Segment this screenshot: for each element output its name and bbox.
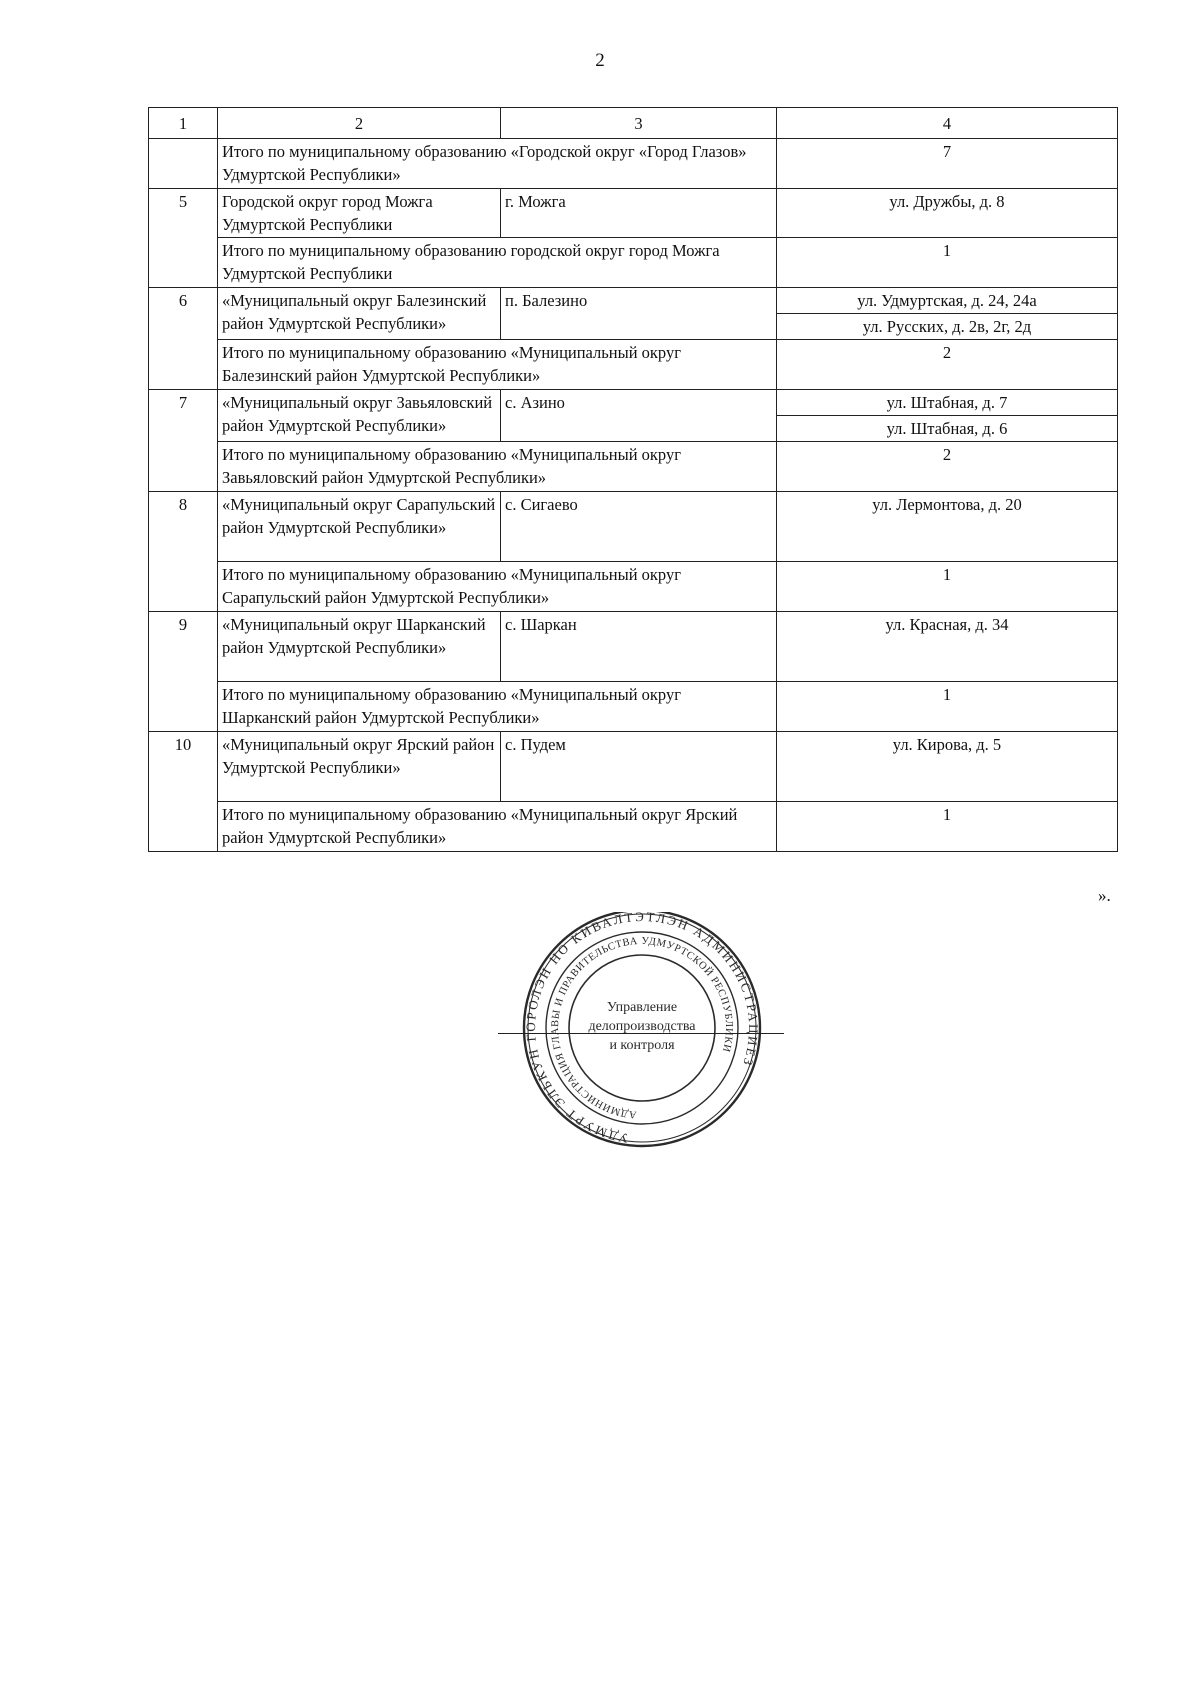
- total-label-cell: Итого по муниципальному образованию «Муниципальный округ Сарапульский район Удмуртской Республики»: [218, 562, 777, 612]
- entry-row: [149, 390, 1118, 416]
- address-cell: ул. Лермонтова, д. 20: [777, 492, 1118, 562]
- seal-inner-text: АДМИНИСТРАЦИЯ ГЛАВЫ И ПРАВИТЕЛЬСТВА УДМУРТСКОЙ РЕСПУБЛИКИ: [549, 935, 735, 1120]
- settlement-cell: с. Шаркан: [501, 612, 777, 682]
- signature-line: [498, 1033, 784, 1034]
- total-label-cell: Итого по муниципальному образованию «Муниципальный округ Ярский район Удмуртской Республики»: [218, 802, 777, 852]
- row-number-cell: 10: [149, 732, 218, 852]
- settlement-cell: г. Можга: [501, 189, 777, 238]
- total-label-cell: Итого по муниципальному образованию «Муниципальный округ Завьяловский район Удмуртской Республики»: [218, 442, 777, 492]
- address-cell: ул. Дружбы, д. 8: [777, 189, 1118, 238]
- settlement-cell: п. Балезино: [501, 288, 777, 340]
- table-header-row: [149, 108, 1118, 139]
- total-label-cell: Итого по муниципальному образованию «Муниципальный округ Шарканский район Удмуртской Республики»: [218, 682, 777, 732]
- municipality-cell: «Муниципальный округ Завьяловский район Удмуртской Республики»: [218, 390, 501, 442]
- entry-row: [149, 288, 1118, 314]
- municipality-cell: «Муниципальный округ Шарканский район Удмуртской Республики»: [218, 612, 501, 682]
- closing-quote: ».: [1098, 886, 1111, 905]
- total-row: [149, 442, 1118, 492]
- address-cell: ул. Кирова, д. 5: [777, 732, 1118, 802]
- total-row: [149, 682, 1118, 732]
- total-count-cell: 1: [777, 562, 1118, 612]
- municipality-cell: Городской округ город Можга Удмуртской Республики: [218, 189, 501, 238]
- row-number-cell: 7: [149, 390, 218, 492]
- row-number-cell: 8: [149, 492, 218, 612]
- row-number-cell: 9: [149, 612, 218, 732]
- seal-center-line-3: и контроля: [609, 1038, 675, 1053]
- total-row: [149, 802, 1118, 852]
- seal-icon: [492, 912, 792, 1152]
- address-cell: ул. Красная, д. 34: [777, 612, 1118, 682]
- row-number-cell: 6: [149, 288, 218, 390]
- address-cell: ул. Штабная, д. 6: [777, 416, 1118, 442]
- address-cell: ул. Русских, д. 2в, 2г, 2д: [777, 314, 1118, 340]
- entry-row: [149, 612, 1118, 682]
- total-count-cell: 1: [777, 238, 1118, 288]
- total-row: [149, 562, 1118, 612]
- header-cell: 1: [149, 108, 218, 139]
- settlement-cell: с. Сигаево: [501, 492, 777, 562]
- total-count-cell: 1: [777, 682, 1118, 732]
- page-number: 2: [595, 50, 605, 71]
- municipality-cell: «Муниципальный округ Сарапульский район Удмуртской Республики»: [218, 492, 501, 562]
- seal-center-line-1: Управление: [606, 1000, 678, 1015]
- header-cell: 2: [218, 108, 501, 139]
- address-cell: ул. Удмуртская, д. 24, 24а: [777, 288, 1118, 314]
- total-count-cell: 2: [777, 442, 1118, 492]
- total-row: [149, 139, 1118, 189]
- table-body: [149, 108, 1118, 852]
- entry-row: [149, 732, 1118, 802]
- entry-row: [149, 492, 1118, 562]
- total-row: [149, 340, 1118, 390]
- municipality-cell: «Муниципальный округ Балезинский район Удмуртской Республики»: [218, 288, 501, 340]
- entry-row: [149, 189, 1118, 238]
- total-count-cell: 2: [777, 340, 1118, 390]
- total-label-cell: Итого по муниципальному образованию «Городской округ «Город Глазов» Удмуртской Республики»: [218, 139, 777, 189]
- total-label-cell: Итого по муниципальному образованию «Муниципальный округ Балезинский район Удмуртской Республики»: [218, 340, 777, 390]
- total-label-cell: Итого по муниципальному образованию городской округ город Можга Удмуртской Республики: [218, 238, 777, 288]
- official-seal: [492, 912, 792, 1152]
- header-cell: 3: [501, 108, 777, 139]
- total-count-cell: 1: [777, 802, 1118, 852]
- address-cell: ул. Штабная, д. 7: [777, 390, 1118, 416]
- municipality-cell: «Муниципальный округ Ярский район Удмуртской Республики»: [218, 732, 501, 802]
- settlement-cell: с. Азино: [501, 390, 777, 442]
- total-row: [149, 238, 1118, 288]
- municipality-table: [148, 107, 1118, 852]
- row-number-cell: [149, 139, 218, 189]
- total-count-cell: 7: [777, 139, 1118, 189]
- row-number-cell: 5: [149, 189, 218, 288]
- settlement-cell: с. Пудем: [501, 732, 777, 802]
- seal-outer-text: УДМУРТ ЭЛЬКУН ГОРОЛЭН НО КИВАЛТЭТЛЭН АДМИНИСТРАЦИЕЗ: [522, 912, 762, 1147]
- seal-center-line-2: делопроизводства: [588, 1019, 696, 1034]
- header-cell: 4: [777, 108, 1118, 139]
